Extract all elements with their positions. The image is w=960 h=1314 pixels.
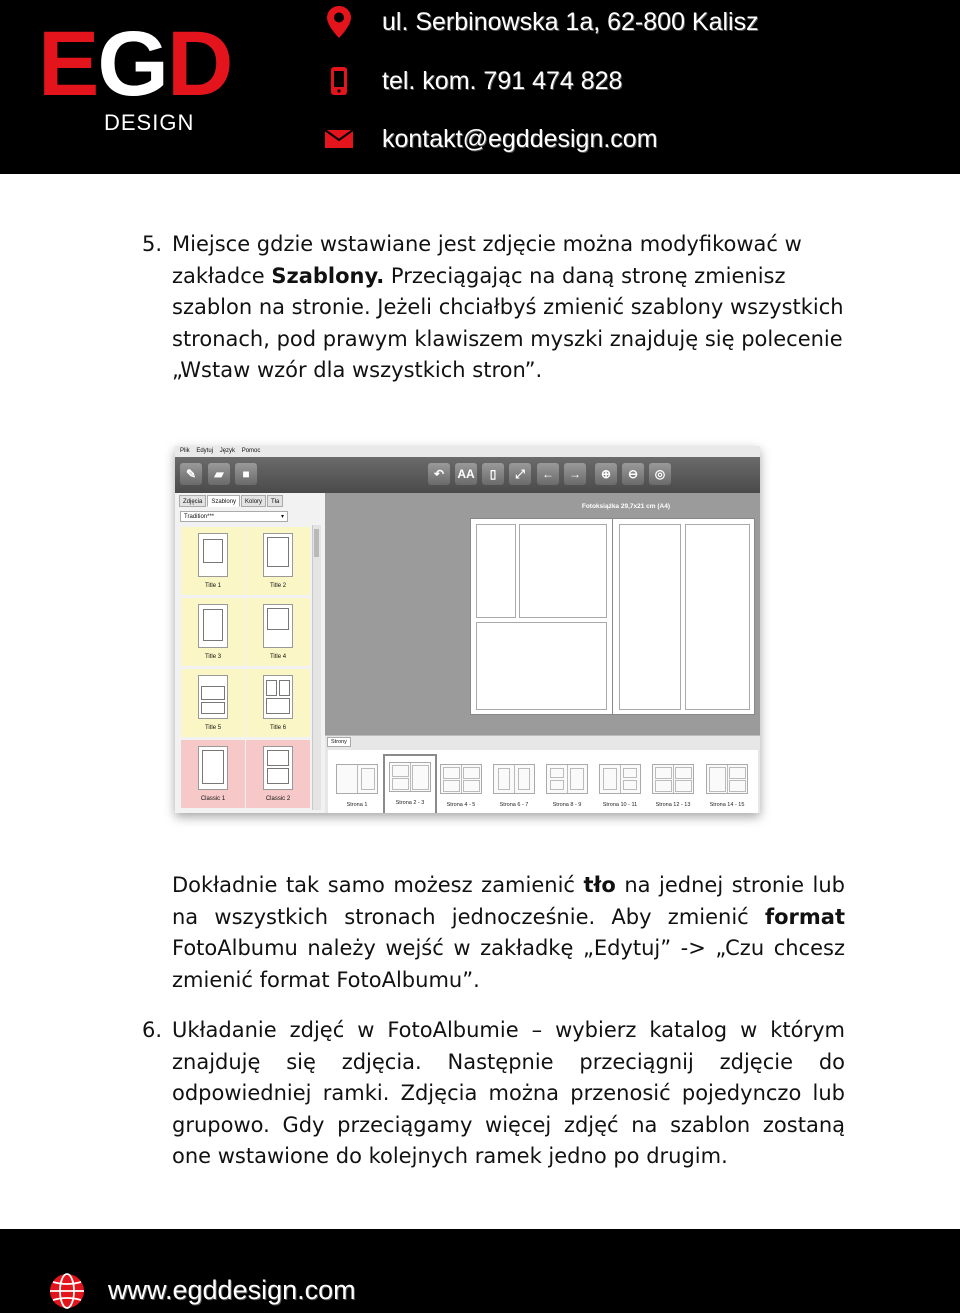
page-spread[interactable] — [470, 518, 755, 715]
photo-frame[interactable] — [619, 524, 681, 710]
template-label: Title 1 — [204, 583, 222, 589]
logo-letters: EGD — [38, 13, 232, 115]
templates-panel — [175, 493, 326, 813]
website-link[interactable]: www.egddesign.com — [108, 1275, 356, 1305]
mobile-phone-icon — [322, 64, 356, 98]
template-label: Title 2 — [269, 583, 287, 589]
step-5-paragraph — [172, 229, 845, 387]
scrollbar-thumb[interactable] — [314, 529, 319, 557]
template-preview — [263, 533, 293, 577]
logo-subtitle: DESIGN — [104, 110, 195, 135]
page-preview — [599, 764, 641, 794]
step-5b-text-c: na jednej stronie lub na wszystkich stronach jednocześnie. Aby zmienić — [172, 873, 846, 929]
open-folder-icon[interactable]: ▰ — [208, 463, 230, 485]
page-preview — [336, 764, 378, 794]
page-thumbnail[interactable] — [542, 758, 592, 812]
template-label: Title 6 — [269, 725, 287, 731]
photo-frame[interactable] — [519, 524, 607, 618]
page-preview — [706, 764, 748, 794]
zoom-in-icon[interactable]: ⊕ — [595, 463, 617, 485]
page-thumbnail[interactable] — [489, 758, 539, 812]
panel-scrollbar[interactable] — [312, 525, 321, 810]
template-set-select[interactable] — [180, 511, 288, 522]
step-5b-text-bold-format: format — [764, 904, 845, 929]
template-set-value: Tradition*** — [184, 514, 215, 520]
zoom-out-icon[interactable]: ⊖ — [622, 463, 644, 485]
page-preview — [440, 764, 482, 794]
arrow-right-icon[interactable]: → — [564, 463, 586, 485]
pages-tab[interactable]: Strony — [327, 737, 351, 747]
template-label: Classic 2 — [265, 796, 291, 802]
template-tile[interactable] — [181, 740, 245, 808]
tab-colors[interactable]: Kolory — [241, 495, 266, 507]
template-tile[interactable] — [181, 527, 245, 595]
template-preview — [263, 746, 293, 790]
page-preview — [652, 764, 694, 794]
menu-item[interactable]: Język — [219, 448, 236, 454]
photo-frame[interactable] — [685, 524, 750, 710]
step-number-5: 5. — [142, 232, 163, 256]
step-5b-text-e: FotoAlbumu należy wejść w zakładkę „Edytuj” -> „Czu chcesz zmienić format FotoAlbumu”. — [172, 936, 845, 992]
page-thumbnail-selected[interactable] — [383, 754, 437, 813]
template-tile[interactable] — [181, 669, 245, 737]
template-tile[interactable] — [181, 598, 245, 666]
step-5-text-c: Przeciągając na daną stronę zmienisz szablon na stronie. Jeżeli chciałbyś zmienić szablony wszystkich stronach, pod prawym klawiszem myszki znajduję się polecenie „Wstaw wzór dla wszystkich stron”. — [172, 263, 844, 382]
menu-item[interactable]: Edytuj — [196, 448, 214, 454]
page-thumbnail[interactable] — [595, 758, 645, 812]
photo-frame[interactable] — [476, 622, 607, 710]
menu-item[interactable]: Plik — [180, 448, 190, 454]
step-5-text-bold: Szablony. — [271, 263, 385, 288]
page-footer — [0, 1229, 960, 1313]
page-label: Strona 8 - 9 — [552, 802, 582, 808]
template-tile[interactable] — [246, 598, 310, 666]
template-label: Classic 1 — [200, 796, 226, 802]
template-preview — [198, 675, 228, 719]
trash-icon[interactable]: ▯ — [482, 463, 504, 485]
template-preview — [263, 604, 293, 648]
step-5-paragraph-2 — [172, 870, 845, 996]
page-thumbnail[interactable] — [648, 758, 698, 812]
page-thumbnail[interactable] — [332, 758, 382, 812]
app-toolbar — [175, 457, 760, 493]
undo-icon[interactable]: ↶ — [428, 463, 450, 485]
template-tile[interactable] — [246, 740, 310, 808]
step-5-text-a: Miejsce gdzie wstawiane jest zdjęcie można modyfikować w zakładce — [172, 232, 802, 288]
page-label: Strona 2 - 3 — [395, 800, 425, 806]
template-preview — [198, 604, 228, 648]
page-header — [0, 0, 960, 174]
template-preview — [198, 533, 228, 577]
step-5b-text-a: Dokładnie tak samo możesz zamienić — [172, 873, 584, 897]
menu-item[interactable]: Pomoc — [241, 448, 261, 454]
template-preview — [198, 746, 228, 790]
page-thumbnail[interactable] — [436, 758, 486, 812]
canvas-title: Fotoksiążka 29,7x21 cm (A4) — [581, 503, 670, 510]
page-label: Strona 6 - 7 — [499, 802, 529, 808]
new-project-icon[interactable]: ✎ — [180, 463, 202, 485]
template-label: Title 3 — [204, 654, 222, 660]
egd-logo — [38, 14, 288, 144]
template-preview — [263, 675, 293, 719]
zoom-actual-icon[interactable]: ◎ — [649, 463, 671, 485]
page-label: Strona 12 - 13 — [655, 802, 691, 808]
text-tool-icon[interactable]: AA — [455, 463, 477, 485]
page-label: Strona 1 — [346, 802, 368, 808]
contact-phone — [322, 64, 622, 98]
step-6-paragraph: Układanie zdjęć w FotoAlbumie – wybierz katalog w którym znajduję się zdjęcia. Następnie przeciągnij zdjęcie do odpowiedniej ramki. Zdjęcia można przenosić pojedynczo lub grupowo. Gdy przeciągamy więcej zdjęć na szablon zostaną one wstawione do kolejnych ramek jedno po drugim. — [172, 1018, 845, 1168]
spread-spine — [612, 519, 613, 714]
envelope-icon — [322, 122, 356, 156]
email-link[interactable]: kontakt@egddesign.com — [382, 124, 658, 153]
page-label: Strona 4 - 5 — [446, 802, 476, 808]
step-number-6: 6. — [142, 1018, 163, 1042]
address-text: ul. Serbinowska 1a, 62-800 Kalisz — [382, 7, 759, 36]
chevron-down-icon: ▾ — [280, 514, 284, 520]
page-preview — [389, 762, 431, 792]
template-tile[interactable] — [246, 669, 310, 737]
contact-email — [322, 122, 658, 156]
step-5b-text-bold-bg: tło — [583, 873, 616, 897]
fit-screen-icon[interactable]: ⤢ — [509, 463, 531, 485]
pages-list — [328, 750, 758, 813]
page-label: Strona 10 - 11 — [602, 802, 638, 808]
page-label: Strona 14 - 15 — [709, 802, 745, 808]
arrow-left-icon[interactable]: ← — [537, 463, 559, 485]
tab-templates[interactable]: Szablony — [207, 495, 240, 507]
tab-photos[interactable]: Zdjęcia — [179, 495, 206, 507]
globe-icon — [48, 1272, 86, 1310]
template-label: Title 5 — [204, 725, 222, 731]
template-label: Title 4 — [269, 654, 287, 660]
contact-address — [322, 5, 759, 39]
editor-canvas — [325, 493, 760, 743]
template-tile[interactable] — [246, 527, 310, 595]
save-icon[interactable]: ■ — [235, 463, 257, 485]
pages-strip — [325, 735, 760, 813]
page-preview — [546, 764, 588, 794]
app-screenshot — [175, 446, 760, 813]
location-pin-icon — [322, 5, 356, 39]
phone-text: tel. kom. 791 474 828 — [382, 66, 623, 95]
tab-backgrounds[interactable]: Tła — [267, 495, 283, 507]
photo-frame[interactable] — [476, 524, 516, 618]
page-preview — [493, 764, 535, 794]
page-thumbnail[interactable] — [702, 758, 752, 812]
panel-tabs — [179, 495, 284, 507]
app-menubar — [175, 446, 760, 457]
